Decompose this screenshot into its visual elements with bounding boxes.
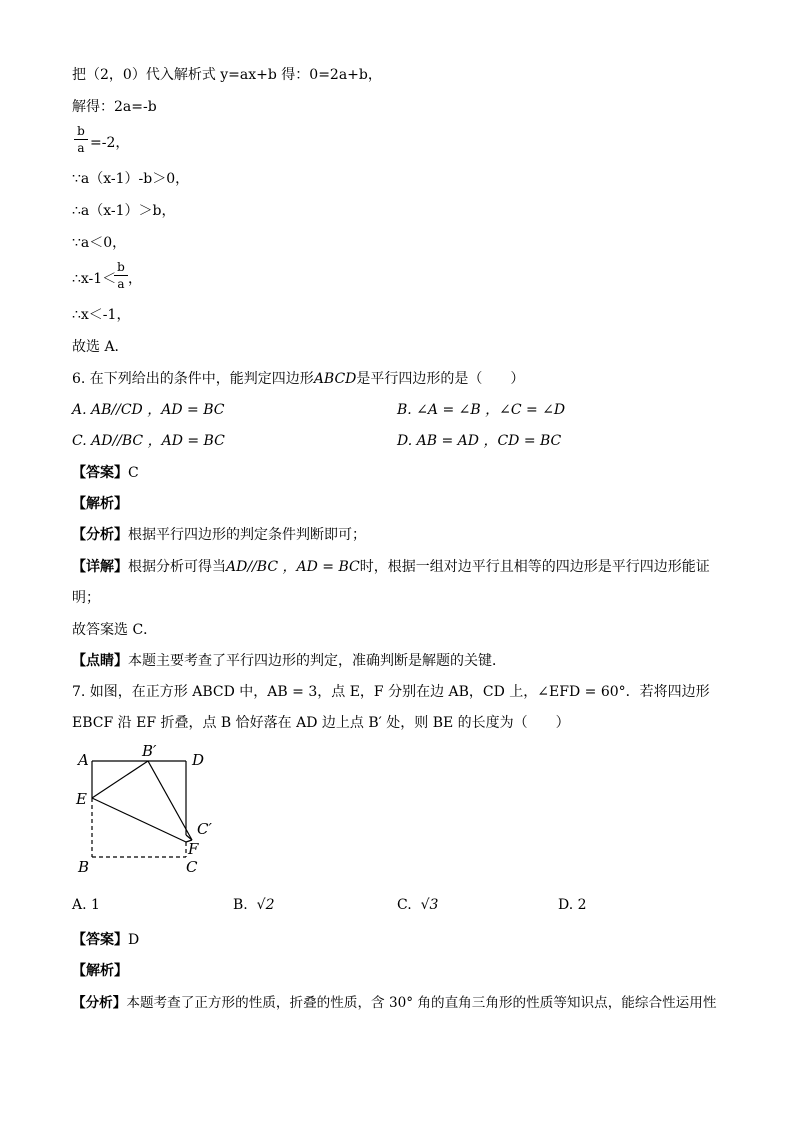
solution-line-1: 把（2，0）代入解析式 y=ax+b 得：0=2a+b， [72, 67, 382, 83]
q7-option-c [397, 896, 438, 914]
solution-line-3-rest: =-2， [90, 135, 130, 151]
fraction-numerator: b [77, 124, 85, 138]
xiangjie-math: AD//BC ，AD = BC [226, 559, 360, 575]
fraction-denominator: a [77, 141, 85, 155]
solution-line-5: ∴a（x-1）＞b， [72, 203, 176, 219]
solution-line-2: 解得：2a=-b [72, 99, 157, 115]
fenxi-text: 本题考查了正方形的性质，折叠的性质，含 30° 角的直角三角形的性质等知识点，能综合性运用性 [126, 995, 717, 1011]
q6-stem-math: ABCD [313, 371, 357, 387]
q7-option-a: A. 1 [72, 897, 100, 913]
q7-option-d: D. 2 [558, 897, 587, 913]
solution-line-6: ∵a＜0， [72, 235, 127, 251]
solution-line-9: 故选 A． [72, 339, 129, 355]
label-e: E [76, 790, 87, 808]
fraction-numerator: b [117, 260, 125, 274]
q6-answer [72, 464, 139, 482]
solution-line-7-post: ， [128, 271, 142, 287]
label-b-prime: B′ [142, 742, 157, 760]
q6-fenxi [72, 526, 366, 544]
q7-option-b [233, 896, 274, 914]
label-b: B [78, 858, 90, 876]
q7-stem-line-2: EBCF 沿 EF 折叠，点 B 恰好落在 AD 边上点 B′ 处，则 BE 的长度为（ ） [72, 715, 570, 731]
answer-tag: 【答案】 [72, 465, 128, 481]
q6-option-a: A. AB//CD ，AD = BC [72, 402, 225, 418]
fraction-b-over-a-2 [114, 260, 128, 291]
q6-stem-a: 6. 在下列给出的条件中，能判定四边形 [72, 371, 314, 387]
option-value: √3 [420, 897, 439, 913]
answer-tag: 【答案】 [72, 932, 128, 948]
q6-dianjing [72, 652, 506, 670]
q6-stem-b: 是平行四边形的是（ ） [356, 371, 525, 387]
option-label: B. [233, 897, 248, 913]
xiangjie-text-b: 时，根据一组对边平行且相等的四边形是平行四边形能证 [359, 559, 710, 575]
q7-analysis-tag: 【解析】 [72, 963, 128, 979]
fenxi-tag: 【分析】 [72, 995, 127, 1011]
fenxi-tag: 【分析】 [72, 527, 128, 543]
fraction-b-over-a [74, 124, 88, 155]
fenxi-text: 根据平行四边形的判定条件判断即可； [128, 527, 366, 543]
fraction-denominator: a [117, 277, 125, 291]
label-f: F [188, 840, 199, 858]
solution-line-8: ∴x＜-1， [72, 307, 131, 323]
answer-value: C [128, 465, 139, 481]
q7-fenxi [72, 994, 716, 1012]
option-label: C. [397, 897, 412, 913]
answer-value: D [128, 932, 140, 948]
q7-stem-line-1: 7. 如图，在正方形 ABCD 中，AB = 3，点 E，F 分别在边 AB，CD 上，∠EFD = 60°．若将四边形 [72, 684, 710, 700]
q6-option-d: D. AB = AD ，CD = BC [397, 433, 562, 449]
xiangjie-text-a: 根据分析可得当 [128, 559, 226, 575]
label-a: A [78, 751, 89, 769]
dianjing-tag: 【点睛】 [72, 653, 128, 669]
label-d: D [192, 751, 205, 769]
q6-option-b: B. ∠A = ∠B ，∠C = ∠D [397, 402, 566, 418]
option-value: √2 [256, 897, 275, 913]
label-c: C [186, 858, 198, 876]
label-c-prime: C′ [197, 820, 212, 838]
q6-conclusion: 故答案选 C． [72, 622, 158, 638]
dianjing-text: 本题主要考查了平行四边形的判定，准确判断是解题的关键． [128, 653, 506, 669]
q6-stem [72, 370, 524, 388]
square-folding-diagram [70, 740, 230, 885]
q6-option-c: C. AD//BC ，AD = BC [72, 433, 225, 449]
q6-analysis-tag: 【解析】 [72, 496, 128, 512]
q7-answer [72, 931, 139, 949]
q6-xiangjie [72, 558, 710, 576]
q6-xiangjie-cont: 明； [72, 590, 100, 606]
solution-line-7-pre: ∴x-1＜ [72, 271, 117, 287]
solution-line-4: ∵a（x-1）-b＞0， [72, 171, 190, 187]
xiangjie-tag: 【详解】 [72, 559, 128, 575]
